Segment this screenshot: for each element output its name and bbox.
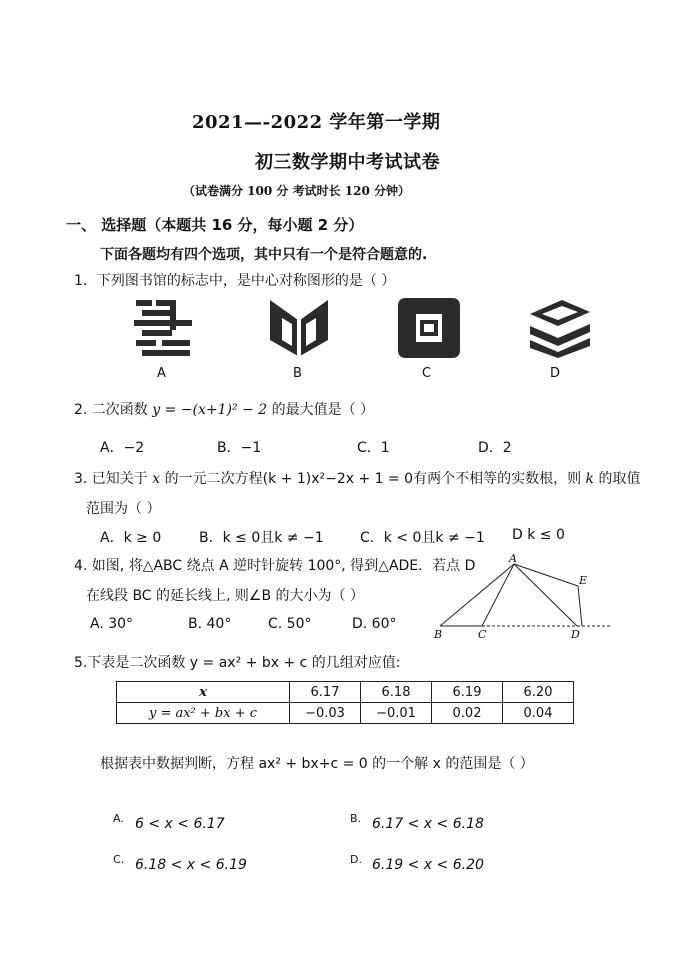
q4-option-b: B. 40°: [188, 616, 232, 632]
section-instruction: 下面各题均有四个选项，其中只有一个是符合题意的.: [100, 247, 428, 263]
table-row: [117, 682, 574, 703]
q3-var-x: x: [152, 471, 161, 487]
point-label-b: B: [434, 628, 443, 641]
point-label-d: D: [571, 628, 580, 641]
q3-option-b: B．k ≤ 0且k ≠ −1: [199, 530, 324, 546]
q5-option-a-letter: A.: [113, 812, 124, 825]
table-row-label: y = ax² + bx + c: [117, 703, 290, 724]
q3-mid: 的一元二次方程(k + 1)x²−2x + 1 = 0有两个不相等的实数根，则: [164, 471, 582, 487]
q3-var-k: k: [585, 471, 595, 487]
table-cell: 6.18: [361, 682, 432, 703]
q2-option-c: C．1: [357, 440, 390, 456]
q1-label-c: C: [422, 366, 432, 381]
q1-label-a: A: [157, 366, 166, 381]
q3-stem-line1: [74, 468, 640, 488]
q2-option-a: A．−2: [100, 440, 145, 456]
q5-option-b-text: 6.17 < x < 6.18: [372, 816, 484, 832]
segment-ed: [578, 586, 582, 626]
q5-option-d-letter: D.: [350, 853, 362, 866]
exam-meta: （试卷满分 100 分 考试时长 120 分钟）: [183, 184, 410, 198]
table-header-label: x: [117, 682, 290, 703]
q2-option-b: B．−1: [217, 440, 262, 456]
q4-option-c: C. 50°: [268, 616, 312, 632]
q1-label-b: B: [293, 366, 302, 381]
q3-suffix: 的取值: [598, 471, 641, 487]
table-row: [117, 703, 574, 724]
q5-option-d-text: 6.19 < x < 6.20: [372, 857, 484, 873]
table-cell: 0.04: [503, 703, 574, 724]
table-cell: 6.20: [503, 682, 574, 703]
table-cell: −0.03: [290, 703, 361, 724]
q4-stem-line1: 4. 如图, 将△ABC 绕点 A 逆时针旋转 100°, 得到△ADE．若点 D: [74, 558, 476, 574]
library-logo-c-icon: [398, 298, 460, 358]
exam-term-title: 2021—-2022 学年第一学期: [192, 112, 441, 133]
table-cell: −0.01: [361, 703, 432, 724]
q3-option-c: C．k < 0且k ≠ −1: [360, 530, 485, 546]
q3-option-d: D k ≤ 0: [512, 527, 565, 543]
q4-rotation-figure: [430, 552, 620, 642]
q3-stem-line2: 范围为（ ）: [86, 501, 161, 517]
table-cell: 6.17: [290, 682, 361, 703]
q4-option-d: D. 60°: [352, 616, 397, 632]
q5-question: 根据表中数据判断，方程 ax² + bx+c = 0 的一个解 x 的范围是（ ）: [100, 756, 534, 772]
segment-ae: [514, 564, 578, 586]
q5-option-c-letter: C.: [113, 853, 125, 866]
q3-option-a: A．k ≥ 0: [100, 530, 162, 546]
q2-expression: y = −(x+1)² − 2: [152, 402, 268, 418]
exam-name-title: 初三数学期中考试试卷: [255, 152, 440, 173]
segment-ac: [482, 564, 514, 626]
q4-stem-line2: 在线段 BC 的延长线上, 则∠B 的大小为（ ）: [86, 588, 364, 604]
q1-label-d: D: [550, 366, 561, 381]
q4-option-a: A. 30°: [90, 616, 134, 632]
segment-ad: [514, 564, 577, 626]
library-logo-d-icon: [528, 298, 592, 358]
q2-option-d: D．2: [478, 440, 512, 456]
q5-option-a-text: 6 < x < 6.17: [135, 816, 225, 832]
q3-prefix: 3. 已知关于: [74, 471, 148, 487]
q2-suffix: 的最大值是（ ）: [271, 402, 375, 418]
point-label-e: E: [579, 574, 588, 587]
table-cell: 6.19: [432, 682, 503, 703]
table-cell: 0.02: [432, 703, 503, 724]
point-label-c: C: [478, 628, 487, 641]
segment-ab: [440, 564, 514, 626]
q2-stem: [74, 399, 374, 419]
q5-option-b-letter: B.: [350, 812, 362, 825]
q1-stem: 1．下列图书馆的标志中，是中心对称图形的是（ ）: [74, 273, 396, 289]
q5-option-c-text: 6.18 < x < 6.19: [135, 857, 247, 873]
library-logo-a-icon: [132, 298, 194, 358]
section-heading: 一、 选择题（本题共 16 分，每小题 2 分）: [66, 216, 364, 234]
point-label-a: A: [509, 552, 517, 565]
library-logo-b-icon: [268, 298, 330, 358]
q5-stem: 5.下表是二次函数 y = ax² + bx + c 的几组对应值:: [74, 655, 401, 671]
q5-values-table: [116, 681, 574, 724]
q2-prefix: 2. 二次函数: [74, 402, 148, 418]
